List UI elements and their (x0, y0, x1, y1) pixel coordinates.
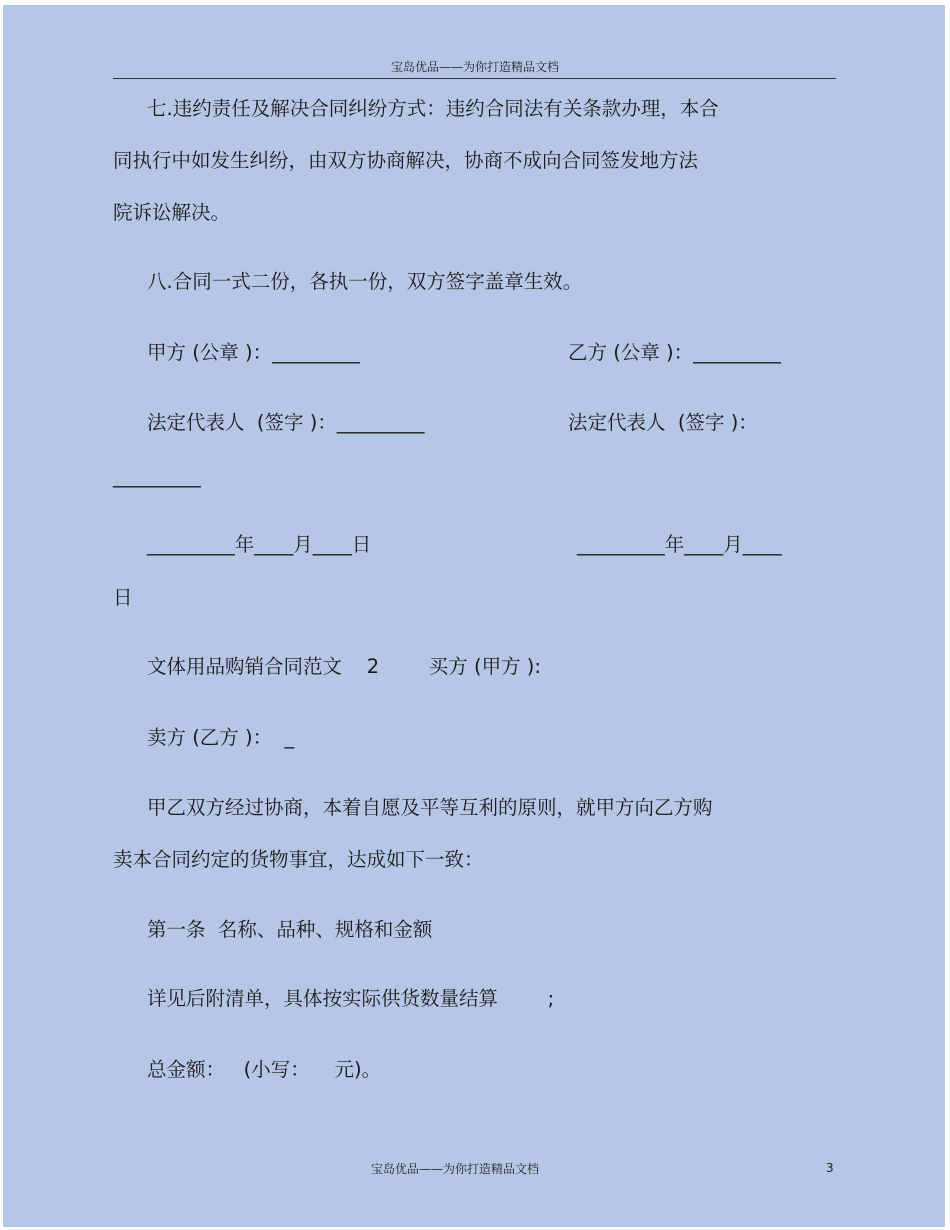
party-a-seal: 甲方 (公章 )：_________ (147, 341, 360, 364)
total-amount: 总金额： (小写： 元)。 (147, 1058, 382, 1081)
party-b-date-day: 日 (113, 586, 133, 609)
party-b-date: _________年____月____ (577, 533, 782, 556)
seller-line: 卖方 (乙方 )： _ (147, 726, 295, 749)
contract-2-title-buyer: 文体用品购销合同范文 2 买方 (甲方 ): (147, 655, 541, 678)
clause-7-line-3: 院诉讼解决。 (113, 201, 231, 224)
party-a-date: _________年____月____日 (147, 533, 372, 556)
preamble-line-2: 卖本合同约定的货物事宜，达成如下一致： (113, 848, 484, 871)
clause-8: 八.合同一式二份，各执一份，双方签字盖章生效。 (147, 270, 583, 293)
page-header: 宝岛优品——为你打造精品文档 (390, 60, 559, 74)
preamble-line-1: 甲乙双方经过协商，本着自愿及平等互利的原则，就甲方向乙方购 (147, 796, 713, 819)
party-b-representative-blank: _________ (113, 465, 201, 488)
header-divider (113, 78, 836, 79)
clause-7-line-2: 同执行中如发生纠纷，由双方协商解决，协商不成向合同签发地方法 (113, 149, 699, 172)
clause-7-line-1: 七.违约责任及解决合同纠纷方式：违约合同法有关条款办理，本合 (147, 97, 719, 120)
party-b-seal: 乙方 (公章 )：_________ (568, 341, 781, 364)
page-number: 3 (826, 1161, 834, 1175)
page-footer: 宝岛优品——为你打造精品文档 (370, 1162, 539, 1176)
document-page (3, 5, 945, 1227)
article-1-detail: 详见后附清单，具体按实际供货数量结算 ; (147, 987, 555, 1010)
party-a-representative: 法定代表人 (签字 )：_________ (147, 411, 425, 434)
article-1-heading: 第一条 名称、品种、规格和金额 (147, 918, 433, 941)
party-b-representative: 法定代表人 (签字 )： (568, 411, 758, 434)
